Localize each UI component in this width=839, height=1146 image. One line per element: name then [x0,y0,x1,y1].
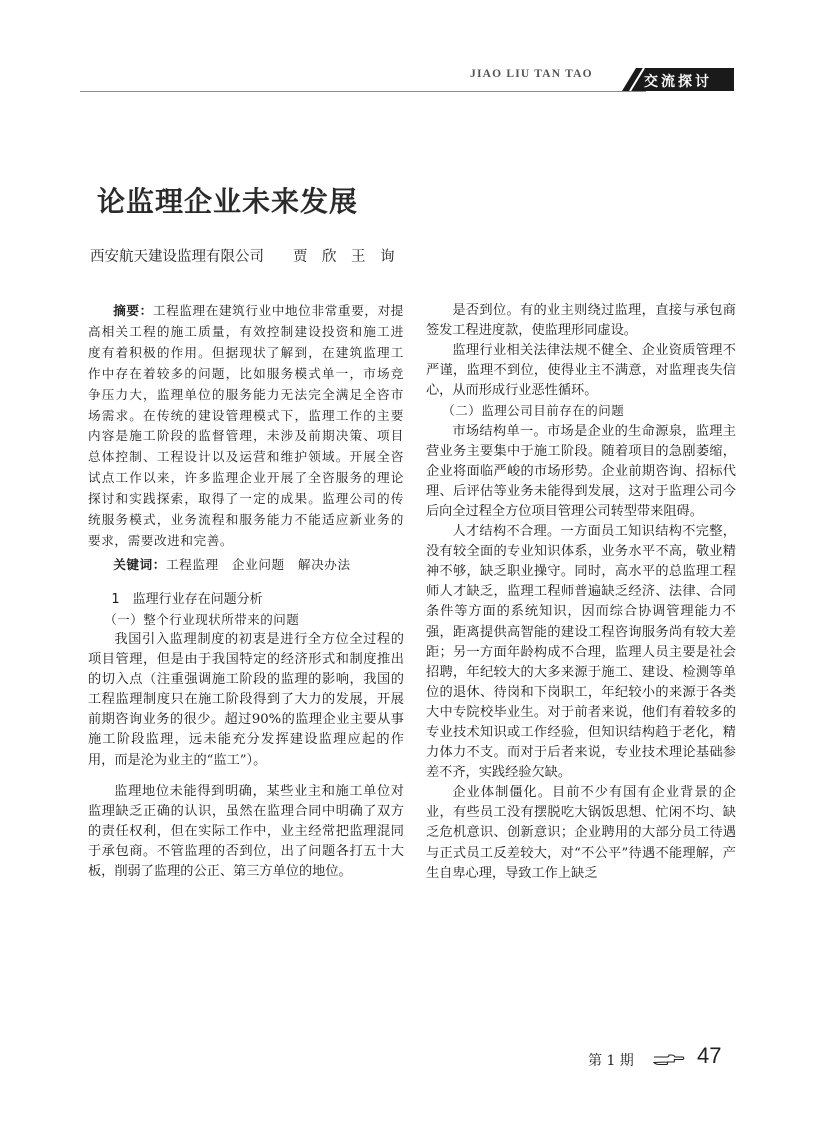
pointing-hand-icon [653,1053,685,1067]
keywords [88,555,404,576]
header-rule [80,91,646,92]
abstract-text: 工程监理在建筑行业中地位非常重要，对提高相关工程的施工质量，有效控制建设投资和施工进度有着积极的作用。但据现状了解到，在建筑监理工作中存在着较多的问题，比如服务模式单一，市场竞争压力大，监理单位的服务能力无法完全满足全咨市场需求。在传统的建设管理模式下，监理工作的主要内容是施工阶段的监督管理，未涉及前期决策、项目总体控制、工程设计以及运营和维护领域。开展全咨试点工作以来，许多监理企业开展了全咨服务的理论探讨和实践探索，取得了一定的成果。监理公司的传统服务模式，业务流程和服务能力不能适应新业务的要求，需要改进和完善。 [88,303,404,548]
header-pinyin: JIAO LIU TAN TAO [470,68,593,80]
keywords-text: 工程监理 企业问题 解决办法 [165,556,351,572]
right-column [426,301,736,884]
body-paragraph-continued: 是否到位。有的业主则绕过监理，直接与承包商签发工程进度款，使监理形同虚设。 [426,303,736,339]
footer-issue [588,1050,648,1070]
body-paragraph: 监理行业相关法律法规不健全、企业资质管理不严谨，监理不到位，使得业主不满意，对监理丧失信心，从而形成行业恶性循环。 [426,343,736,399]
body-paragraph: 企业体制僵化。目前不少有国有企业背景的企业，有些员工没有摆脱吃大锅饭思想、忙闲不均、缺乏危机意识、创新意识；企业聘用的大部分员工待遇与正式员工反差较大，对“不公平”待遇不能理解，产生自卑心理，导致工作上缺乏 [426,785,736,881]
subsection-heading-2: （二）监理公司目前存在的问题 [442,403,625,419]
issue-label: 第 1 期 [588,1053,634,1069]
body-paragraph: 我国引入监理制度的初衷是进行全方位全过程的项目管理，但是由于我国特定的经济形式和制度推出的切入点（注重强调施工阶段的监理的影响，我国的工程监理制度只在施工阶段得到了大力的发展，开展前期咨询业务的很少。超过90%的监理企业主要从事施工阶段监理，远未能充分发挥建设监理应起的作用，而是沦为业主的“监工”）。 [88,631,404,768]
column-tab [622,68,734,91]
body-paragraph: 市场结构单一。市场是企业的生命源泉，监理主营业务主要集中于施工阶段。随着项目的急剧萎缩，企业将面临严峻的市场形势。企业前期咨询、招标代理、后评估等业务未能得到发展，这对于监理公司今后向全过程全方位项目管理公司转型带来阻碍。 [426,423,736,519]
abstract [88,301,404,552]
article-title: 论监理企业未来发展 [97,185,359,218]
page-number: 47 [697,1043,722,1068]
body-paragraph: 人才结构不合理。一方面员工知识结构不完整，没有较全面的专业知识体系，业务水平不高，敬业精神不够，缺乏职业操守。同时，高水平的总监理工程师人才缺乏，监理工程师普遍缺乏经济、法律、合同条件等方面的系统知识，因而综合协调管理能力不强，距离提供高智能的建设工程咨询服务尚有较大差距；另一方面年龄构成不合理，监理人员主要是社会招聘，年纪较大的大多来源于施工、建设、检测等单位的退休、待岗和下岗职工，年纪较小的来源于各类大中专院校毕业生。对于前者来说，他们有着较多的专业技术知识或工作经验，但知识结构趋于老化，精力体力不支。而对于后者来说，专业技术理论基础参差不齐，实践经验欠缺。 [426,524,736,781]
section-heading-1: 1 监理行业存在问题分析 [111,591,263,607]
body-paragraph: 监理地位未能得到明确，某些业主和施工单位对监理缺乏正确的认识，虽然在监理合同中明确了双方的责任权利，但在实际工作中，业主经常把监理混同于承包商。不管监理的否到位，出了问题各打五十大板，削弱了监理的公正、第三方单位的地位。 [88,783,404,879]
column-name: 交流探讨 [644,74,712,90]
subsection-heading-1: （一）整个行业现状所带来的问题 [104,611,300,627]
left-column [88,301,404,882]
abstract-label: 摘要： [113,303,153,318]
keywords-label: 关键词： [113,556,166,572]
article-byline: 西安航天建设监理有限公司 贾 欣 王 询 [90,249,395,265]
